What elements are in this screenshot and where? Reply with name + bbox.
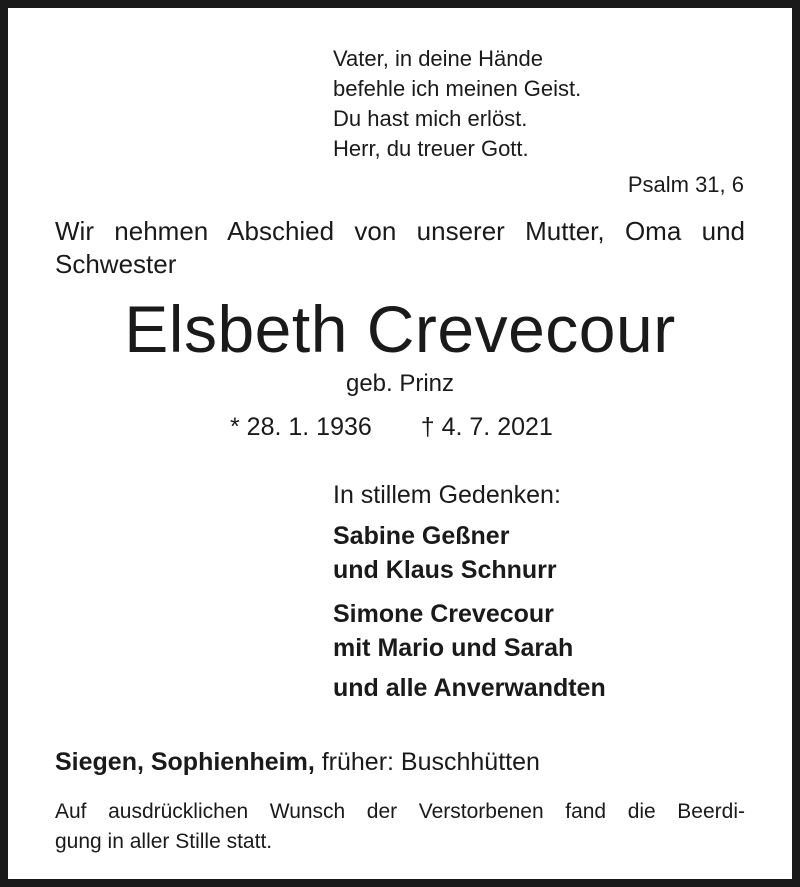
mourners-heading: In stillem Gedenken: — [333, 481, 561, 509]
deceased-name: Elsbeth Crevecour — [124, 292, 676, 366]
verse-reference: Psalm 31, 6 — [627, 172, 744, 197]
mourner-line: und Klaus Schnurr — [333, 556, 557, 584]
intro-line-2: Schwester — [55, 249, 177, 279]
death-date: † 4. 7. 2021 — [420, 413, 553, 441]
life-dates — [230, 410, 553, 444]
former-place: früher: Buschhütten — [321, 748, 540, 776]
mourner-line: Simone Crevecour — [333, 600, 554, 628]
verse-line-1: Vater, in deine Hände — [333, 46, 543, 71]
maiden-name: geb. Prinz — [345, 370, 455, 397]
place-line — [55, 745, 540, 779]
funeral-note — [55, 797, 745, 857]
bible-verse — [333, 44, 581, 164]
mourner-group-3: und alle Anverwandten — [333, 674, 606, 702]
mourner-group-1 — [333, 519, 557, 587]
mourner-line: mit Mario und Sarah — [333, 634, 574, 662]
current-place: Siegen, Sophienheim, — [55, 748, 315, 776]
mourner-line: Sabine Geßner — [333, 522, 510, 550]
verse-line-4: Herr, du treuer Gott. — [333, 136, 529, 161]
intro-line-1: Wir nehmen Abschied von unserer Mutter, Oma und — [55, 216, 745, 246]
mourner-group-2 — [333, 597, 573, 665]
note-line-2: gung in aller Stille statt. — [55, 830, 273, 853]
note-line-1: Auf ausdrücklichen Wunsch der Verstorbenen fand die Beerdi- — [55, 800, 745, 823]
verse-line-2: befehle ich meinen Geist. — [333, 76, 582, 101]
birth-date: * 28. 1. 1936 — [230, 413, 372, 441]
farewell-intro — [55, 215, 745, 281]
verse-line-3: Du hast mich erlöst. — [333, 106, 528, 131]
